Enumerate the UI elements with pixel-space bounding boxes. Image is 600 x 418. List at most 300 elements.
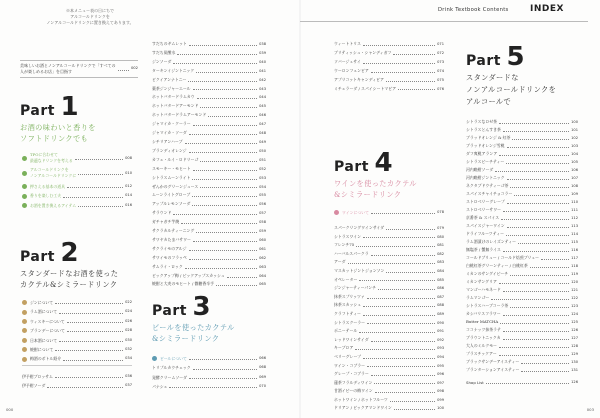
list-item[interactable] xyxy=(334,293,444,302)
leader-dots xyxy=(192,196,257,197)
item-page: 064 xyxy=(259,273,266,278)
list-item[interactable] xyxy=(466,222,578,230)
item-page: 041 xyxy=(259,68,266,73)
section-page: 066 xyxy=(259,356,266,360)
list-item[interactable] xyxy=(334,233,444,242)
item-label: 焼酎と大麦のモヒート / 微糖香辛手 xyxy=(152,281,214,287)
leader-dots xyxy=(514,195,569,196)
item-page: 040 xyxy=(259,59,266,64)
list-item[interactable] xyxy=(22,372,132,381)
item-page: 070 xyxy=(259,384,266,389)
item-label: スパイスチャイチョコラー xyxy=(466,191,513,196)
list-item[interactable] xyxy=(466,134,578,142)
list-item[interactable] xyxy=(334,67,444,76)
item-page: 050 xyxy=(259,148,266,153)
leader-dots xyxy=(173,63,257,64)
list-item[interactable] xyxy=(22,182,132,191)
list-item[interactable] xyxy=(152,363,266,372)
leader-dots xyxy=(393,54,435,55)
list-item[interactable] xyxy=(466,230,578,238)
item-label: プランターションアイスティー xyxy=(466,367,520,372)
list-item[interactable] xyxy=(334,224,444,233)
list-item[interactable] xyxy=(466,246,578,254)
item-page: 108 xyxy=(571,184,578,188)
list-item[interactable] xyxy=(334,267,444,276)
list-item[interactable] xyxy=(152,236,266,245)
leader-dots xyxy=(208,116,257,117)
item-label: ソバージュサイ xyxy=(334,58,361,64)
item-page: 107 xyxy=(571,176,578,180)
item-label: ポニーテール xyxy=(334,328,358,334)
item-label: アップルレモンソーダ xyxy=(152,201,191,207)
list-item[interactable] xyxy=(152,183,266,192)
item-page: 076 xyxy=(437,86,444,91)
list-item[interactable] xyxy=(466,158,578,166)
item-label: ブランディオレンジ xyxy=(152,147,187,153)
list-item[interactable] xyxy=(22,317,132,326)
list-item[interactable] xyxy=(466,126,578,134)
page-fold xyxy=(299,0,301,418)
list-item[interactable] xyxy=(466,342,578,350)
leader-dots xyxy=(78,174,123,175)
item-page: 110 xyxy=(571,200,578,204)
item-page: 059 xyxy=(259,229,266,234)
leader-dots xyxy=(507,203,569,204)
list-item[interactable] xyxy=(334,241,444,250)
list-item[interactable] xyxy=(334,76,444,85)
item-page: 058 xyxy=(259,220,266,225)
item-label: ジャマイカ・ソーダ xyxy=(152,130,187,136)
leader-dots xyxy=(530,267,569,268)
list-item[interactable] xyxy=(22,152,132,164)
list-item[interactable] xyxy=(152,245,266,254)
list-item[interactable] xyxy=(334,301,444,310)
item-page: 093 xyxy=(437,346,444,351)
part2-bullet-icon xyxy=(22,300,27,305)
item-label: コールドブリュー / コールド焙煎ブリュー xyxy=(466,255,539,260)
item-page: 055 xyxy=(259,193,266,198)
col2-list xyxy=(152,40,266,289)
list-item[interactable] xyxy=(334,387,444,396)
item-label: ネクタブドウティーゴ茶 xyxy=(466,183,509,188)
list-item[interactable] xyxy=(334,379,444,388)
intro-entry-label: 美味しいお酒とノンアルコールドリンクで「すべての人が楽しめるお店」を目指す xyxy=(20,63,116,74)
intro-row xyxy=(20,60,138,78)
list-item[interactable] xyxy=(466,142,578,150)
item-page: 075 xyxy=(437,77,444,82)
leader-dots xyxy=(512,139,569,140)
item-label: ホットバタードラムアーモンド xyxy=(152,112,207,118)
item-label: 白桃紅茶グリーンティー / 白桃紅茶 xyxy=(466,263,528,268)
list-item[interactable] xyxy=(466,150,578,158)
item-page: 106 xyxy=(571,168,578,172)
item-label: シチリアンハーブ xyxy=(152,138,183,144)
leader-dots xyxy=(67,331,123,332)
list-item[interactable] xyxy=(466,214,578,222)
list-item[interactable] xyxy=(334,85,444,94)
list-item[interactable] xyxy=(152,263,266,272)
list-item[interactable] xyxy=(152,138,266,147)
shop-list-label: Shop List xyxy=(466,380,484,385)
item-label: サラウンド xyxy=(152,210,172,216)
item-page: 081 xyxy=(437,243,444,248)
leader-dots xyxy=(196,232,257,233)
list-item[interactable] xyxy=(466,326,578,334)
leader-dots xyxy=(518,243,569,244)
item-page: 092 xyxy=(437,337,444,342)
item-label: ムーンライトグローブ xyxy=(152,192,191,198)
item-label: ストロベリーサワー xyxy=(466,207,502,212)
list-item[interactable] xyxy=(152,76,266,85)
list-item[interactable] xyxy=(466,310,578,318)
leader-dots xyxy=(188,81,257,82)
list-item[interactable] xyxy=(152,49,266,58)
leader-dots xyxy=(363,315,435,316)
list-item[interactable] xyxy=(466,182,578,190)
list-item[interactable] xyxy=(22,381,132,390)
item-label: ドライフルーツティー xyxy=(466,231,505,236)
leader-dots xyxy=(503,331,569,332)
part3-word: Part xyxy=(152,303,187,319)
leader-dots xyxy=(510,187,569,188)
item-label: レッドワインサイダ xyxy=(334,336,369,342)
list-item[interactable] xyxy=(466,198,578,206)
leader-dots xyxy=(386,229,435,230)
item-page: 080 xyxy=(437,234,444,239)
intro-entry[interactable] xyxy=(20,63,138,75)
item-label: 抹茶スカッシュ xyxy=(334,302,362,308)
list-item[interactable] xyxy=(152,129,266,138)
item-page: 091 xyxy=(437,329,444,334)
list-item[interactable] xyxy=(152,85,266,94)
item-label: 日本酒について xyxy=(30,337,58,343)
list-item[interactable] xyxy=(334,49,444,58)
leader-dots xyxy=(200,187,257,188)
item-page: 026 xyxy=(125,318,132,323)
leader-dots xyxy=(193,369,258,370)
list-item[interactable] xyxy=(466,366,578,374)
list-item[interactable] xyxy=(152,227,266,236)
list-item[interactable] xyxy=(22,201,132,210)
running-title: Drink Textbook Contents xyxy=(438,7,509,13)
right-page-number: 003 xyxy=(586,407,594,412)
item-page: 056 xyxy=(259,202,266,207)
item-page: 111 xyxy=(571,208,578,212)
list-item[interactable] xyxy=(152,272,266,281)
list-item[interactable] xyxy=(466,286,578,294)
item-page: 048 xyxy=(259,131,266,136)
section-entry[interactable] xyxy=(334,208,444,217)
list-item[interactable] xyxy=(466,334,578,342)
item-label: スモーキー・モヒート xyxy=(152,165,191,171)
item-label: 押さえる基本の道具 xyxy=(30,184,66,189)
list-item[interactable] xyxy=(466,190,578,198)
leader-dots xyxy=(507,227,569,228)
item-label: ブラッドオレンジ雪桃 xyxy=(466,143,505,148)
item-page: 014 xyxy=(125,193,132,198)
list-item[interactable] xyxy=(466,358,578,366)
item-page: 094 xyxy=(437,354,444,359)
leader-dots xyxy=(189,259,257,260)
item-page: 073 xyxy=(437,59,444,64)
leader-dots xyxy=(189,378,257,379)
item-page: 089 xyxy=(437,311,444,316)
list-item[interactable] xyxy=(22,307,132,316)
list-item[interactable] xyxy=(152,147,266,156)
item-page: 126 xyxy=(571,328,578,332)
list-item[interactable] xyxy=(334,58,444,67)
list-item[interactable] xyxy=(152,254,266,263)
leader-dots xyxy=(348,263,436,264)
item-label: クラフトティー xyxy=(334,310,361,316)
list-item[interactable] xyxy=(22,336,132,345)
leader-dots xyxy=(541,259,569,260)
leader-dots xyxy=(521,371,569,372)
leader-dots xyxy=(371,375,435,376)
item-page: 115 xyxy=(571,240,578,244)
item-page: 054 xyxy=(259,184,266,189)
list-item[interactable] xyxy=(152,111,266,120)
leader-dots xyxy=(193,170,258,171)
list-item[interactable] xyxy=(466,302,578,310)
leader-dots xyxy=(55,303,123,304)
leader-dots xyxy=(185,268,257,269)
leader-dots xyxy=(193,89,258,90)
item-page: 063 xyxy=(259,264,266,269)
item-label: 河内晩柑ソーダ xyxy=(466,167,494,172)
list-item[interactable] xyxy=(22,298,132,307)
item-label: Butter MATCHA xyxy=(466,319,499,324)
item-page: 090 xyxy=(437,320,444,325)
list-item[interactable] xyxy=(466,294,578,302)
list-item[interactable] xyxy=(152,67,266,76)
item-label: ジャマイカ・クーラー xyxy=(152,121,191,127)
list-item[interactable] xyxy=(152,156,266,165)
leader-dots xyxy=(47,387,123,388)
leader-dots xyxy=(367,366,435,367)
leader-dots xyxy=(177,54,257,55)
item-label: サワヤカたまバサワー xyxy=(152,236,191,242)
leader-dots xyxy=(200,161,257,162)
list-item[interactable] xyxy=(466,270,578,278)
list-item[interactable] xyxy=(22,191,132,200)
leader-dots xyxy=(506,235,569,236)
item-label: 梅酒のボトル紹介 xyxy=(30,356,62,362)
list-item[interactable] xyxy=(152,280,266,289)
leader-dots xyxy=(363,237,435,238)
item-page: 034 xyxy=(125,356,132,361)
item-page: 085 xyxy=(437,277,444,282)
list-item[interactable] xyxy=(466,174,578,182)
leader-dots xyxy=(227,277,257,278)
list-item[interactable] xyxy=(334,336,444,345)
shop-list-entry[interactable] xyxy=(466,378,578,387)
list-item[interactable] xyxy=(334,310,444,319)
item-label: 抹茶スプリッツァ xyxy=(334,293,365,299)
item-page: 010 xyxy=(125,171,132,175)
item-label: 甘酒イビーの梅ワイン xyxy=(334,388,373,394)
list-item[interactable] xyxy=(152,218,266,227)
part2-bullet-icon xyxy=(22,328,27,333)
item-page: 065 xyxy=(259,282,266,287)
item-label: シトラスとんすき茶 xyxy=(466,127,501,132)
item-page: 088 xyxy=(437,303,444,308)
item-page: 046 xyxy=(259,113,266,118)
item-label: すだち炭酸水 xyxy=(152,49,176,55)
list-item[interactable] xyxy=(466,166,578,174)
list-item[interactable] xyxy=(334,250,444,259)
list-item[interactable] xyxy=(22,326,132,335)
list-item[interactable] xyxy=(152,58,266,67)
list-item[interactable] xyxy=(334,344,444,353)
list-item[interactable] xyxy=(466,254,578,262)
leader-dots xyxy=(367,323,435,324)
left-page-number: 000 xyxy=(6,407,14,412)
item-label: カフェ・ルイ・ロドリーゴ xyxy=(152,156,199,162)
list-item[interactable] xyxy=(22,167,132,179)
item-label: 伊予柑ソーダ xyxy=(22,383,46,389)
list-item[interactable] xyxy=(152,93,266,102)
list-item[interactable] xyxy=(152,174,266,183)
part3-number: 3 xyxy=(192,292,211,322)
item-page: 072 xyxy=(437,50,444,55)
item-page: 103 xyxy=(571,144,578,148)
list-item[interactable] xyxy=(334,327,444,336)
item-label: カシバリスフラワー xyxy=(466,311,501,316)
item-label: TPOに合わせて 最適なドリンクを考える xyxy=(30,152,73,163)
part2-word: Part xyxy=(20,249,55,265)
list-item[interactable] xyxy=(334,362,444,371)
list-item[interactable] xyxy=(334,276,444,285)
item-page: 120 xyxy=(571,280,578,284)
item-page: 045 xyxy=(259,104,266,109)
leader-dots xyxy=(55,377,123,378)
list-item[interactable] xyxy=(22,354,132,363)
list-item[interactable] xyxy=(466,118,578,126)
item-page: 113 xyxy=(571,224,578,228)
list-item[interactable] xyxy=(466,318,578,326)
item-page: 097 xyxy=(437,380,444,385)
item-label: シトラスピーチティー xyxy=(466,159,505,164)
intro-note: ※本メニュー表の日にちで アルコールドリンクを ノンアルコールドリンクに置き換えてあります。 xyxy=(46,8,134,25)
leader-dots xyxy=(375,392,436,393)
header-rule xyxy=(300,21,588,22)
leader-dots xyxy=(507,147,570,148)
list-item[interactable] xyxy=(334,404,444,413)
list-item[interactable] xyxy=(334,258,444,267)
item-page: 030 xyxy=(125,337,132,342)
list-item[interactable] xyxy=(152,382,266,391)
item-page: 086 xyxy=(437,286,444,291)
leader-dots xyxy=(363,306,435,307)
item-label: すだちのギムレット xyxy=(152,41,187,46)
item-label: ホットワイン / ホットフルーツ xyxy=(334,396,388,402)
list-item[interactable] xyxy=(334,353,444,362)
item-page: 044 xyxy=(259,95,266,100)
leader-dots xyxy=(394,409,435,410)
list-item[interactable] xyxy=(334,284,444,293)
item-label: 焼酎について xyxy=(30,347,54,353)
leader-dots xyxy=(78,206,123,207)
item-page: 127 xyxy=(571,336,578,340)
item-page: 074 xyxy=(437,68,444,73)
item-page: 043 xyxy=(259,86,266,91)
list-item[interactable] xyxy=(466,206,578,214)
list-item[interactable] xyxy=(152,191,266,200)
leader-dots xyxy=(499,155,569,156)
list-item[interactable] xyxy=(334,40,444,49)
leader-dots xyxy=(359,280,435,281)
leader-dots xyxy=(185,143,258,144)
shop-list-page: 126 xyxy=(571,380,578,384)
list-item[interactable] xyxy=(466,350,578,358)
intro-entry-page: 002 xyxy=(130,66,138,71)
list-item[interactable] xyxy=(152,209,266,218)
list-item[interactable] xyxy=(152,40,266,49)
list-item[interactable] xyxy=(152,102,266,111)
part2-subtitle: スタンダードなお酒を使った カクテル&シミラードリンク xyxy=(20,269,119,289)
leader-dots xyxy=(189,134,257,135)
part5-heading xyxy=(466,42,525,72)
leader-dots xyxy=(356,246,435,247)
leader-dots xyxy=(193,241,257,242)
leader-dots xyxy=(371,341,436,342)
item-page: 114 xyxy=(571,232,578,236)
leader-dots xyxy=(193,125,258,126)
list-item[interactable] xyxy=(466,262,578,270)
part2-extra-list xyxy=(22,372,132,391)
item-page: 122 xyxy=(571,296,578,300)
leader-dots xyxy=(521,363,569,364)
leader-dots xyxy=(75,159,123,160)
leader-dots xyxy=(500,323,569,324)
item-page: 116 xyxy=(571,248,578,252)
item-label: ジンについて xyxy=(30,300,54,305)
part2-bullet-icon xyxy=(22,357,27,362)
list-item[interactable] xyxy=(466,238,578,246)
item-label: トリプルカウチェック xyxy=(152,365,191,371)
leader-dots xyxy=(510,275,569,276)
part1-list xyxy=(22,152,132,210)
item-label: パナシェ xyxy=(152,384,168,390)
leader-dots xyxy=(386,272,435,273)
leader-dots xyxy=(200,107,257,108)
list-item[interactable] xyxy=(466,278,578,286)
list-item[interactable] xyxy=(152,373,266,382)
item-label: 発酵クリームソーダ xyxy=(152,374,188,380)
part1-word: Part xyxy=(20,103,55,119)
leader-dots xyxy=(63,197,123,198)
leader-dots xyxy=(495,171,569,172)
item-page: 128 xyxy=(571,344,578,348)
item-label: ピクイアンナトニー xyxy=(152,76,187,82)
item-label: マンゴーハモネード xyxy=(466,287,501,292)
list-item[interactable] xyxy=(152,120,266,129)
item-label: ラムマンゴー xyxy=(466,295,490,300)
section-entry[interactable] xyxy=(152,354,266,363)
leader-dots xyxy=(59,313,123,314)
list-item[interactable] xyxy=(22,345,132,354)
list-item[interactable] xyxy=(334,370,444,379)
list-item[interactable] xyxy=(334,396,444,405)
leader-dots xyxy=(169,387,257,388)
list-item[interactable] xyxy=(152,200,266,209)
list-item[interactable] xyxy=(152,165,266,174)
part2-list xyxy=(22,298,132,364)
item-label: 京番茶 & スパイス xyxy=(466,215,500,220)
item-label: ウィートトリス xyxy=(334,41,361,46)
list-item[interactable] xyxy=(334,319,444,328)
